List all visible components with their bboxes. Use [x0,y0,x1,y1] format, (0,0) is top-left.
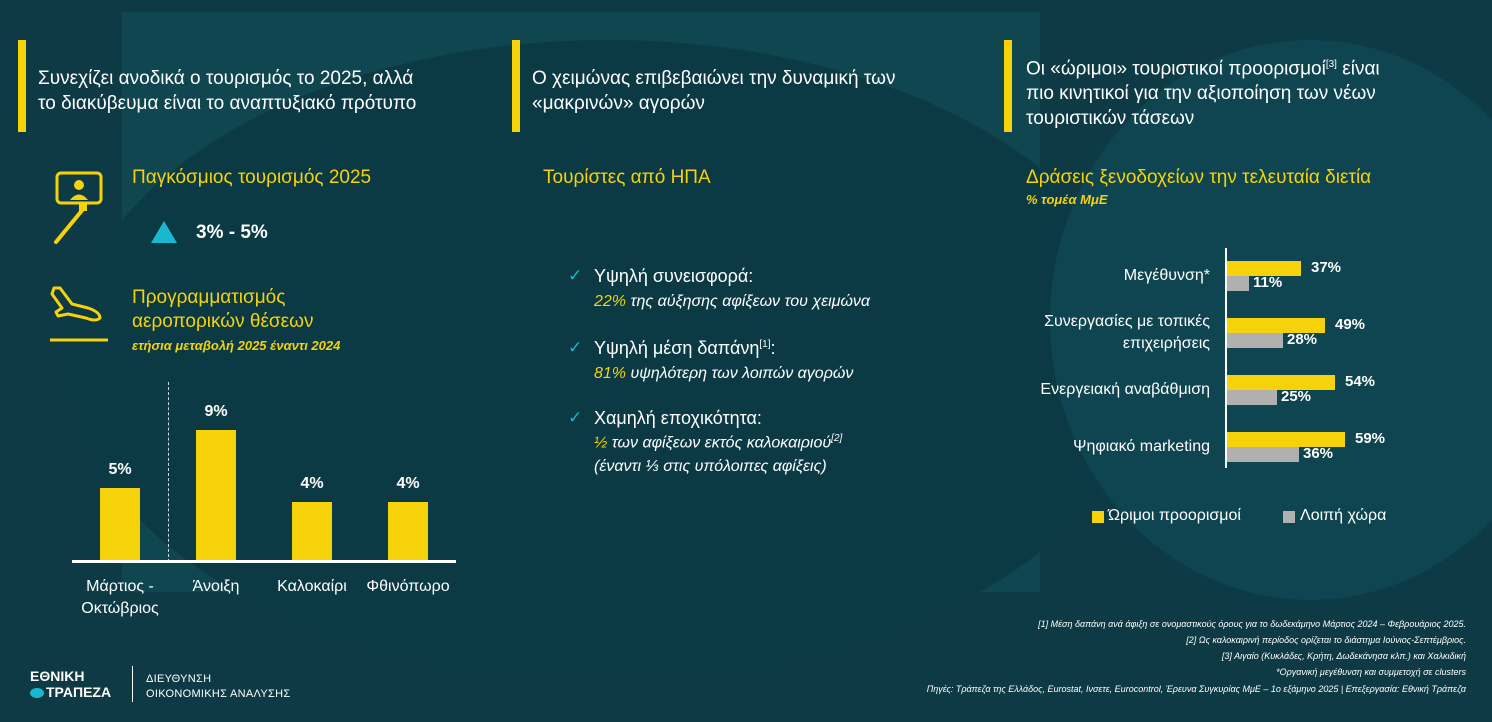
hbar-value-label: 54% [1345,373,1376,390]
category-label: Φθινόπωρο [366,578,450,595]
bar-0 [100,488,140,561]
header-accent-bar [1004,40,1012,132]
hbar-value-label: 49% [1335,316,1366,333]
hbar-1-3 [1227,447,1299,462]
logo-divider [132,666,133,702]
bar-value-label: 4% [396,475,420,492]
logo-line2: ΤΡΑΠΕΖΑ [30,684,111,700]
hbar-value-label: 59% [1355,430,1386,447]
sources: Πηγές: Τράπεζα της Ελλάδος, Eurostat, Ινσετε, Eurocontrol, Έρευνα Συγκυρίας ΜμΕ – 1ο εξάμηνο 2025 | Επεξεργασία: Εθνική Τράπεζα [926,684,1466,694]
footnote: [1] Μέση δαπάνη ανά άφιξη σε ονομαστικούς όρους για το δωδεκάμηνο Μάρτιος 2024 – Φεβρουάριος 2025. [1038,619,1466,629]
check-item-title: Υψηλή μέση δαπάνη[1]: [594,338,776,358]
hbar-value-label: 37% [1311,259,1342,276]
check-item-title: Υψηλή συνεισφορά: [594,266,754,286]
check-item-desc-2: (έναντι ⅓ στις υπόλοιπες αφίξεις) [594,458,827,475]
category-label: Καλοκαίρι [277,578,347,595]
header-middle-line1: Ο χειμώνας επιβεβαιώνει την δυναμική των [532,68,896,89]
department-name: ΔΙΕΥΘΥΝΣΗ ΟΙΚΟΝΟΜΙΚΗΣ ΑΝΑΛΥΣΗΣ [146,673,291,700]
footnote: [3] Αιγαίο (Κυκλάδες, Κρήτη, Δωδεκάνησα κλπ.) και Χαλκιδική [1221,651,1466,661]
legend-label-rest: Λοιπή χώρα [1300,507,1387,524]
legend-swatch-mature [1092,511,1104,523]
header-left-line1: Συνεχίζει ανοδικά ο τουρισμός το 2025, αλλά [38,68,414,89]
air-seats-title-line2: αεροπορικών θέσεων [132,311,314,332]
hotel-actions-title: Δράσεις ξενοδοχείων την τελευταία διετία [1026,167,1372,188]
logo-line1: ΕΘΝΙΚΗ [30,668,85,684]
header-right-line2: πιο κινητικοί για την αξιοποίηση των νέων [1026,83,1376,105]
bar-value-label: 5% [108,460,132,478]
header-middle [532,66,895,116]
hbar-value-label: 25% [1281,388,1312,405]
bar-value-label: 4% [300,475,324,492]
header-left [38,66,416,116]
hbar-value-label: 36% [1303,445,1334,462]
header-right-line1: Οι «ώριμοι» τουριστικοί προορισμοί[3] είναι [1026,58,1380,80]
hbar-value-label: 28% [1287,331,1318,348]
check-item-title: Χαμηλή εποχικότητα: [594,408,762,428]
us-tourists-title: Τουρίστες από ΗΠΑ [543,167,711,188]
hbar-category-label: Ψηφιακό marketing [1073,438,1210,455]
plane-landing-icon [48,284,110,346]
hbar-category-label: Μεγέθυνση* [1123,267,1210,284]
footnote: [2] Ως καλοκαιρινή περίοδος ορίζεται το διάστημα Ιούνιος-Σεπτέμβριος. [1186,635,1466,645]
header-left-line2: το διακύβευμα είναι το αναπτυξιακό πρότυπο [38,93,417,114]
bar-1 [196,430,236,561]
air-seats-title [132,286,313,334]
hbar-1-1 [1227,333,1283,348]
header-accent-bar [18,40,26,132]
header-middle-line2: «μακρινών» αγορών [532,93,705,114]
chart-divider [168,382,169,562]
check-icon: ✓ [568,266,583,285]
hbar-category-label: Συνεργασίες με τοπικές επιχειρήσεις [1044,313,1210,352]
x-axis [72,560,456,563]
legend-swatch-rest [1283,511,1295,523]
bank-logo [30,668,111,700]
bar-value-label: 9% [204,402,228,420]
category-label: Άνοιξη [192,578,240,595]
hbar-category-label: Ενεργειακή αναβάθμιση [1040,381,1210,398]
legend-label-mature: Ώριμοι προορισμοί [1108,507,1241,524]
logo-mark-icon [30,688,44,698]
check-item-desc: 81% υψηλότερη των λοιπών αγορών [594,365,854,382]
global-tourism-title: Παγκόσμιος τουρισμός 2025 [132,167,372,188]
air-seats-subtitle: ετήσια μεταβολή 2025 έναντι 2024 [132,338,341,353]
footnote: *Οργανική μεγέθυνση και συμμετοχή σε clusters [1276,667,1466,677]
hotel-actions-subtitle: % τομέα ΜμΕ [1026,192,1108,207]
global-tourism-value: 3% - 5% [196,222,268,243]
category-label: Μάρτιος - Οκτώβριος [81,578,159,617]
check-icon: ✓ [568,338,583,357]
check-item-desc: ½ των αφίξεων εκτός καλοκαιριού[2] [594,433,843,452]
up-triangle-icon [151,221,177,243]
hbar-1-0 [1227,276,1249,291]
check-item-desc: 22% της αύξησης αφίξεων του χειμώνα [594,293,871,310]
selfie-stick-icon [50,170,108,246]
header-accent-bar [512,40,520,132]
air-seats-title-line1: Προγραμματισμός [132,287,286,308]
check-icon: ✓ [568,408,583,427]
hbar-1-2 [1227,390,1277,405]
header-right [1026,52,1380,131]
hbar-value-label: 11% [1253,274,1283,291]
header-right-line3: τουριστικών τάσεων [1026,108,1195,130]
bar-2 [292,502,332,560]
bar-3 [388,502,428,560]
